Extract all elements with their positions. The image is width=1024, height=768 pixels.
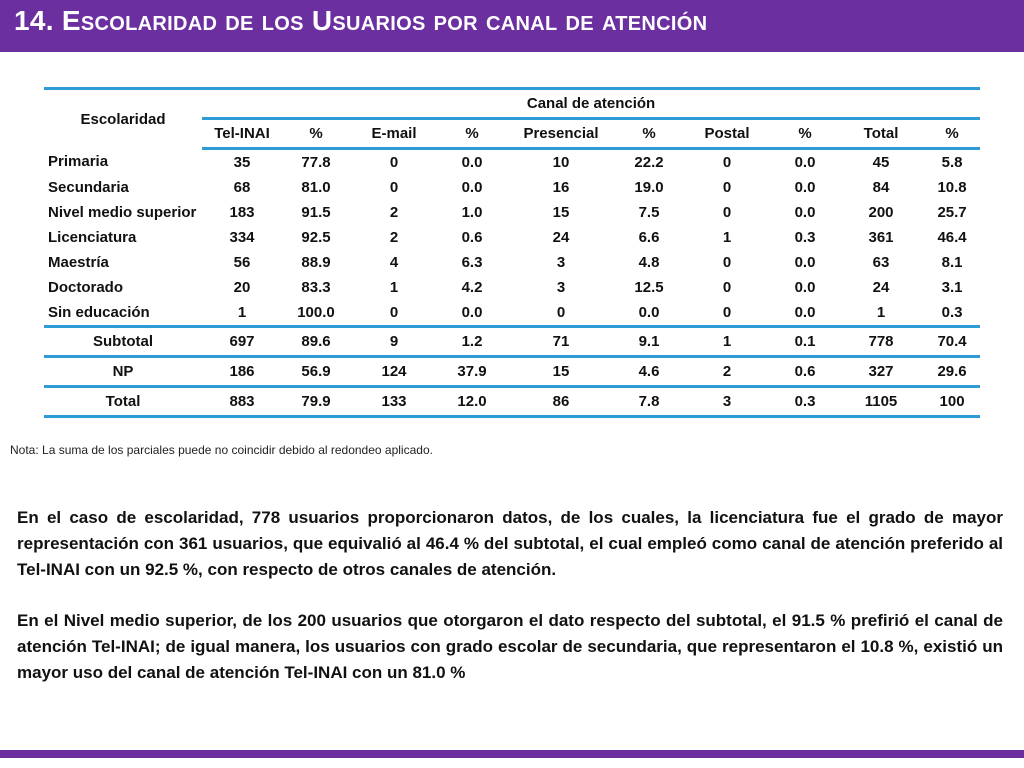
table-cell: 0 xyxy=(350,300,438,327)
table-cell: 16 xyxy=(552,179,570,196)
table-cell: 3 xyxy=(556,254,566,271)
table-cell: 1105 xyxy=(838,387,924,417)
table-cell: 124 xyxy=(350,357,438,387)
table-cell: 327 xyxy=(838,357,924,387)
table-cell: 100.0 xyxy=(282,300,350,327)
table-cell: 19.0 xyxy=(634,179,664,196)
table-cell: 361 xyxy=(868,229,894,246)
table-cell: 0.0 xyxy=(772,300,838,327)
table-body xyxy=(44,149,980,417)
row-label: Sin educación xyxy=(44,300,202,327)
table-cell: 186 xyxy=(202,357,282,387)
table-cell: 12.0 xyxy=(438,387,506,417)
column-header: E-mail xyxy=(350,119,438,149)
table-cell: 0.1 xyxy=(772,327,838,357)
table-cell: 88.9 xyxy=(301,254,331,271)
column-header: Presencial xyxy=(506,119,616,149)
summary-row xyxy=(44,327,980,357)
column-header: % xyxy=(438,119,506,149)
row-label: Licenciatura xyxy=(48,229,137,246)
table-cell: 79.9 xyxy=(282,387,350,417)
escolaridad-table-container xyxy=(44,87,980,418)
table-cell: 1 xyxy=(722,229,732,246)
table-cell: 0.0 xyxy=(438,300,506,327)
table-cell: 10 xyxy=(552,154,570,171)
table-cell: 1 xyxy=(838,300,924,327)
table-cell: 1 xyxy=(202,300,282,327)
table-cell: 2 xyxy=(682,357,772,387)
table-cell: 4.8 xyxy=(638,254,660,271)
table-row xyxy=(44,175,980,200)
table-cell: 0 xyxy=(722,254,732,271)
table-cell: 0 xyxy=(722,204,732,221)
row-header: Escolaridad xyxy=(44,89,202,149)
table-cell: 9 xyxy=(350,327,438,357)
table-cell: 1 xyxy=(682,327,772,357)
table-cell: 37.9 xyxy=(438,357,506,387)
table-cell: 63 xyxy=(872,254,890,271)
table-row xyxy=(44,200,980,225)
table-note: Nota: La suma de los parciales puede no coincidir debido al redondeo aplicado. xyxy=(10,443,433,457)
table-cell: 133 xyxy=(350,387,438,417)
table-cell: 0.3 xyxy=(794,229,816,246)
table-cell: 22.2 xyxy=(634,154,664,171)
row-label: Primaria xyxy=(48,153,109,171)
table-cell: 3 xyxy=(682,387,772,417)
table-cell: 883 xyxy=(202,387,282,417)
summary-label: NP xyxy=(44,357,202,387)
column-header: % xyxy=(924,119,980,149)
table-cell: 0.3 xyxy=(924,300,980,327)
table-cell: 0 xyxy=(722,154,732,171)
table-cell: 6.6 xyxy=(638,229,660,246)
table-cell: 0.6 xyxy=(461,229,483,246)
table-cell: 4 xyxy=(389,254,399,271)
column-header: Postal xyxy=(682,119,772,149)
table-cell: 91.5 xyxy=(301,204,331,221)
table-cell: 2 xyxy=(389,229,399,246)
table-cell: 29.6 xyxy=(924,357,980,387)
table-cell: 81.0 xyxy=(301,179,331,196)
table-cell: 56.9 xyxy=(282,357,350,387)
table-row xyxy=(44,149,980,176)
table-cell: 70.4 xyxy=(924,327,980,357)
table-cell: 334 xyxy=(229,229,255,246)
table-cell: 10.8 xyxy=(937,179,967,196)
table-cell: 9.1 xyxy=(616,327,682,357)
column-header: Tel-INAI xyxy=(202,119,282,149)
table-cell: 0 xyxy=(722,279,732,296)
table-cell: 3 xyxy=(556,279,566,296)
table-cell: 1.2 xyxy=(438,327,506,357)
table-cell: 92.5 xyxy=(301,229,331,246)
table-cell: 100 xyxy=(924,387,980,417)
table-cell: 0 xyxy=(682,300,772,327)
table-cell: 12.5 xyxy=(634,279,664,296)
table-cell: 0.6 xyxy=(772,357,838,387)
table-cell: 83.3 xyxy=(301,279,331,296)
table-cell: 24 xyxy=(872,279,890,296)
table-cell: 0 xyxy=(389,179,399,196)
table-cell: 0.3 xyxy=(772,387,838,417)
table-cell: 77.8 xyxy=(301,154,331,171)
table-row xyxy=(44,275,980,300)
table-cell: 45 xyxy=(872,154,890,171)
table-cell: 0 xyxy=(389,154,399,171)
table-cell: 7.8 xyxy=(616,387,682,417)
table-cell: 15 xyxy=(552,204,570,221)
row-label: Doctorado xyxy=(48,279,123,296)
slide-title: 14. Escolaridad de los Usuarios por canal de atención xyxy=(14,5,708,36)
table-cell: 0.0 xyxy=(794,279,816,296)
table-cell: 0 xyxy=(722,179,732,196)
summary-label: Subtotal xyxy=(44,327,202,357)
table-cell: 3.1 xyxy=(941,279,963,296)
paragraph-1: En el caso de escolaridad, 778 usuarios proporcionaron datos, de los cuales, la licenciatura fue el grado de mayor representación con 361 usuarios, que equivalió al 46.4 % del subtotal, el cual empleó como canal de atención preferido al Tel-INAI con un 92.5 %, con respecto de otros canales de atención. xyxy=(17,508,1003,579)
table-cell: 778 xyxy=(838,327,924,357)
row-label: Maestría xyxy=(48,254,109,271)
table-cell: 1 xyxy=(389,279,399,296)
table-cell: 68 xyxy=(233,179,251,196)
summary-row xyxy=(44,357,980,387)
table-cell: 2 xyxy=(389,204,399,221)
table-cell: 0.0 xyxy=(794,179,816,196)
table-cell: 0.0 xyxy=(461,154,483,171)
column-header: Total xyxy=(838,119,924,149)
table-cell: 0.0 xyxy=(616,300,682,327)
table-cell: 4.2 xyxy=(461,279,483,296)
bottom-bar xyxy=(0,750,1024,758)
summary-row xyxy=(44,387,980,417)
table-cell: 697 xyxy=(202,327,282,357)
table-row xyxy=(44,300,980,327)
table-row xyxy=(44,225,980,250)
table-row xyxy=(44,250,980,275)
column-header: % xyxy=(616,119,682,149)
table-cell: 4.6 xyxy=(616,357,682,387)
table-cell: 84 xyxy=(872,179,890,196)
table-cell: 5.8 xyxy=(941,154,963,171)
escolaridad-table xyxy=(44,87,980,418)
table-cell: 86 xyxy=(506,387,616,417)
group-header: Canal de atención xyxy=(202,89,980,119)
table-cell: 24 xyxy=(552,229,570,246)
table-cell: 183 xyxy=(229,204,255,221)
table-cell: 20 xyxy=(233,279,251,296)
table-cell: 0.0 xyxy=(461,179,483,196)
table-cell: 8.1 xyxy=(941,254,963,271)
column-header: % xyxy=(282,119,350,149)
title-bar xyxy=(0,0,1024,52)
table-cell: 6.3 xyxy=(461,254,483,271)
table-cell: 0.0 xyxy=(794,254,816,271)
table-cell: 0.0 xyxy=(794,154,816,171)
table-cell: 200 xyxy=(868,204,894,221)
column-header: % xyxy=(772,119,838,149)
table-cell: 0 xyxy=(506,300,616,327)
table-cell: 56 xyxy=(233,254,251,271)
table-cell: 25.7 xyxy=(937,204,967,221)
table-cell: 7.5 xyxy=(638,204,660,221)
table-cell: 15 xyxy=(506,357,616,387)
table-cell: 71 xyxy=(506,327,616,357)
table-cell: 35 xyxy=(233,154,251,171)
table-cell: 46.4 xyxy=(937,229,967,246)
summary-label: Total xyxy=(44,387,202,417)
table-cell: 1.0 xyxy=(461,204,483,221)
table-cell: 89.6 xyxy=(282,327,350,357)
table-cell: 0.0 xyxy=(794,204,816,221)
paragraph-2: En el Nivel medio superior, de los 200 usuarios que otorgaron el dato respecto del subtotal, el 91.5 % prefirió el canal de atención Tel-INAI; de igual manera, los usuarios con grado escolar de secundaria, que representaron el 10.8 %, existió un mayor uso del canal de atención Tel-INAI con un 81.0 % xyxy=(17,611,1003,682)
row-label: Nivel medio superior xyxy=(48,204,197,221)
row-label: Secundaria xyxy=(48,179,129,196)
